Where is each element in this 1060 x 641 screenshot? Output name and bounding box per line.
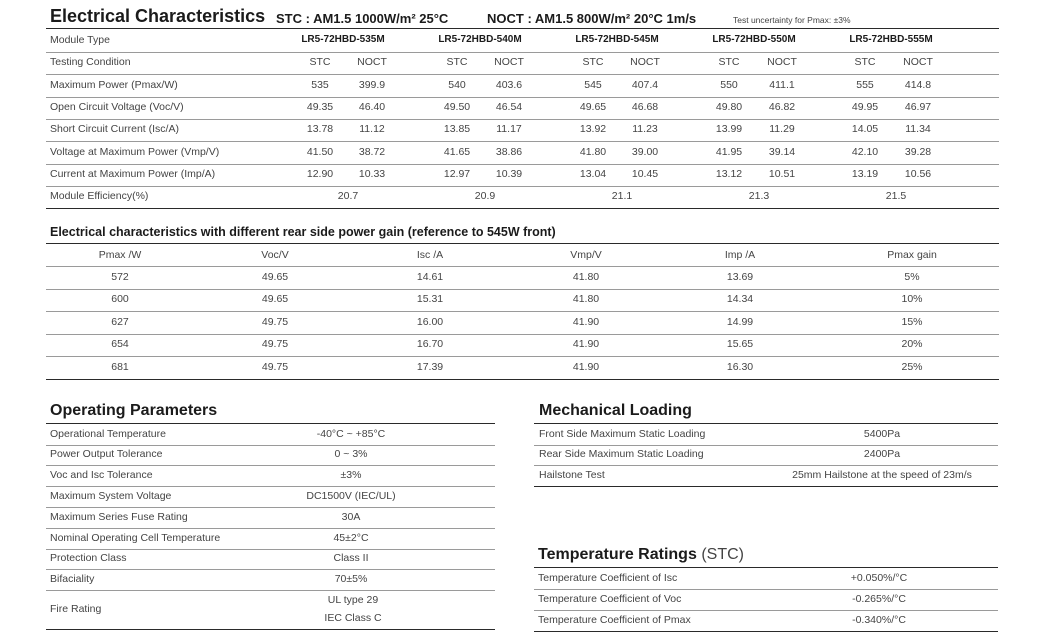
row-divider bbox=[46, 119, 999, 120]
table-cell: 39.28 bbox=[904, 145, 932, 158]
row-divider bbox=[534, 610, 998, 611]
table-cell: 16.00 bbox=[416, 315, 444, 328]
table-cell: 17.39 bbox=[416, 360, 444, 373]
row-divider bbox=[534, 589, 998, 590]
param-label: Power Output Tolerance bbox=[50, 448, 163, 461]
row-divider bbox=[46, 289, 999, 290]
row-label: Short Circuit Current (Isc/A) bbox=[50, 123, 179, 136]
table-cell: 414.8 bbox=[904, 78, 932, 91]
table-cell: 10.56 bbox=[904, 167, 932, 180]
model-name: LR5-72HBD-545M bbox=[575, 34, 659, 45]
table-cell: 41.90 bbox=[572, 360, 600, 373]
column-header: Voc/V bbox=[261, 249, 289, 261]
efficiency-value: 20.7 bbox=[337, 190, 359, 203]
row-divider bbox=[46, 507, 495, 508]
efficiency-label: Module Efficiency(%) bbox=[50, 190, 149, 203]
table-cell: 49.65 bbox=[261, 293, 289, 306]
table-cell: 10% bbox=[901, 293, 923, 306]
table-cell: 13.69 bbox=[726, 271, 754, 283]
row-divider bbox=[46, 590, 495, 591]
param-value: 45±2°C bbox=[333, 531, 369, 544]
noct-column-header: NOCT bbox=[357, 56, 387, 69]
row-divider bbox=[46, 486, 495, 487]
param-label: Maximum System Voltage bbox=[50, 489, 172, 502]
noct-condition: NOCT : AM1.5 800W/m² 20°C 1m/s bbox=[487, 11, 697, 26]
table-cell: 654 bbox=[111, 338, 129, 351]
column-header: Pmax gain bbox=[887, 249, 937, 261]
table-cell: 13.85 bbox=[443, 123, 471, 136]
param-value: ±3% bbox=[340, 469, 362, 482]
test-uncertainty: Test uncertainty for Pmax: ±3% bbox=[733, 15, 851, 25]
table-cell: 10.45 bbox=[631, 167, 659, 180]
row-divider bbox=[46, 356, 999, 357]
table-cell: 13.78 bbox=[306, 123, 334, 136]
table-cell: 49.65 bbox=[261, 271, 289, 283]
stc-column-header: STC bbox=[582, 56, 604, 69]
efficiency-value: 20.9 bbox=[474, 190, 496, 203]
noct-column-header: NOCT bbox=[630, 56, 660, 69]
table-cell: 49.95 bbox=[851, 100, 879, 113]
row-divider bbox=[46, 334, 999, 335]
column-header: Pmax /W bbox=[98, 249, 142, 261]
table-cell: 411.1 bbox=[769, 78, 795, 91]
stc-column-header: STC bbox=[854, 56, 876, 69]
temperature-title-suffix: (STC) bbox=[701, 546, 744, 563]
table-cell: 49.75 bbox=[261, 360, 289, 373]
param-value: 30A bbox=[341, 510, 361, 523]
row-divider bbox=[46, 465, 495, 466]
fire-rating-value-2: IEC Class C bbox=[324, 611, 382, 624]
param-value: 0 ~ 3% bbox=[334, 448, 368, 461]
table-cell: 41.80 bbox=[572, 293, 600, 306]
param-label: Protection Class bbox=[50, 552, 127, 565]
table-cell: 49.75 bbox=[261, 338, 289, 351]
param-value: DC1500V (IEC/UL) bbox=[306, 489, 396, 502]
table-cell: 5% bbox=[904, 271, 920, 283]
table-cell: 10.39 bbox=[495, 167, 523, 180]
row-divider bbox=[534, 486, 998, 487]
column-header: Isc /A bbox=[416, 249, 444, 261]
model-name: LR5-72HBD-555M bbox=[849, 34, 933, 45]
row-divider bbox=[46, 423, 495, 424]
module-type-label: Module Type bbox=[50, 34, 110, 46]
table-cell: 25% bbox=[901, 360, 923, 373]
model-name: LR5-72HBD-540M bbox=[438, 34, 522, 45]
table-cell: 13.92 bbox=[579, 123, 607, 136]
table-cell: 11.17 bbox=[496, 123, 522, 136]
table-cell: 14.34 bbox=[726, 293, 754, 306]
temperature-label: Temperature Coefficient of Voc bbox=[538, 593, 682, 605]
table-cell: 403.6 bbox=[495, 78, 523, 91]
table-cell: 399.9 bbox=[358, 78, 386, 91]
param-label: Voc and Isc Tolerance bbox=[50, 469, 153, 482]
mechanical-label: Front Side Maximum Static Loading bbox=[539, 427, 706, 440]
row-divider bbox=[46, 141, 999, 142]
testing-condition-label: Testing Condition bbox=[50, 56, 131, 69]
row-divider bbox=[46, 97, 999, 98]
model-name: LR5-72HBD-535M bbox=[301, 34, 385, 45]
mechanical-label: Rear Side Maximum Static Loading bbox=[539, 448, 704, 461]
table-cell: 14.05 bbox=[851, 123, 879, 136]
row-divider bbox=[46, 243, 999, 244]
row-divider bbox=[46, 266, 999, 267]
row-divider bbox=[46, 445, 495, 446]
row-divider bbox=[534, 567, 998, 568]
model-name: LR5-72HBD-550M bbox=[712, 34, 796, 45]
table-cell: 41.80 bbox=[579, 145, 607, 158]
stc-column-header: STC bbox=[446, 56, 468, 69]
table-cell: 15.31 bbox=[416, 293, 444, 306]
table-cell: 46.54 bbox=[495, 100, 523, 113]
table-cell: 10.33 bbox=[358, 167, 386, 180]
table-cell: 46.40 bbox=[358, 100, 386, 113]
table-cell: 49.35 bbox=[306, 100, 334, 113]
efficiency-value: 21.3 bbox=[748, 190, 770, 203]
stc-column-header: STC bbox=[718, 56, 740, 69]
divider bbox=[46, 28, 999, 29]
param-label: Bifaciality bbox=[50, 573, 95, 586]
row-label: Current at Maximum Power (Imp/A) bbox=[50, 167, 216, 180]
efficiency-value: 21.5 bbox=[885, 190, 907, 203]
table-cell: 46.82 bbox=[768, 100, 796, 113]
table-cell: 13.04 bbox=[579, 167, 607, 180]
mechanical-label: Hailstone Test bbox=[539, 469, 605, 482]
temperature-value: +0.050%/°C bbox=[850, 572, 908, 584]
table-cell: 14.61 bbox=[416, 271, 444, 283]
temperature-label: Temperature Coefficient of Pmax bbox=[538, 614, 691, 626]
table-cell: 49.75 bbox=[261, 315, 289, 328]
table-cell: 11.34 bbox=[905, 123, 931, 136]
row-divider bbox=[46, 528, 495, 529]
column-header: Imp /A bbox=[724, 249, 756, 261]
table-cell: 46.97 bbox=[904, 100, 932, 113]
fire-rating-value-1: UL type 29 bbox=[327, 593, 379, 606]
table-cell: 11.29 bbox=[769, 123, 795, 136]
table-cell: 535 bbox=[311, 78, 329, 91]
temperature-value: -0.265%/°C bbox=[852, 593, 906, 605]
table-cell: 38.86 bbox=[495, 145, 523, 158]
row-divider bbox=[46, 629, 495, 630]
table-cell: 41.65 bbox=[443, 145, 471, 158]
rear-gain-title: Electrical characteristics with different rear side power gain (reference to 545W front) bbox=[50, 225, 556, 239]
table-cell: 42.10 bbox=[851, 145, 879, 158]
noct-column-header: NOCT bbox=[903, 56, 933, 69]
table-cell: 12.90 bbox=[306, 167, 334, 180]
row-divider bbox=[46, 52, 999, 53]
row-divider bbox=[534, 631, 998, 632]
mechanical-title: Mechanical Loading bbox=[539, 402, 692, 419]
table-cell: 39.00 bbox=[631, 145, 659, 158]
table-cell: 12.97 bbox=[443, 167, 471, 180]
table-cell: 13.99 bbox=[715, 123, 743, 136]
table-cell: 13.12 bbox=[715, 167, 743, 180]
temperature-label: Temperature Coefficient of Isc bbox=[538, 572, 678, 584]
stc-condition: STC : AM1.5 1000W/m² 25°C bbox=[276, 11, 449, 26]
table-cell: 49.65 bbox=[579, 100, 607, 113]
table-cell: 41.90 bbox=[572, 338, 600, 351]
mechanical-value: 2400Pa bbox=[863, 448, 901, 461]
electrical-title: Electrical Characteristics bbox=[50, 6, 266, 26]
mechanical-value: 25mm Hailstone at the speed of 23m/s bbox=[792, 469, 972, 482]
table-cell: 11.23 bbox=[632, 123, 658, 136]
table-cell: 681 bbox=[111, 360, 129, 373]
row-divider bbox=[534, 445, 998, 446]
row-divider bbox=[46, 311, 999, 312]
table-cell: 49.80 bbox=[715, 100, 743, 113]
table-cell: 600 bbox=[111, 293, 129, 306]
table-cell: 46.68 bbox=[631, 100, 659, 113]
table-cell: 16.70 bbox=[416, 338, 444, 351]
row-label: Voltage at Maximum Power (Vmp/V) bbox=[50, 145, 220, 158]
param-value: Class II bbox=[333, 552, 369, 565]
table-cell: 41.80 bbox=[572, 271, 600, 283]
param-value: 70±5% bbox=[334, 573, 368, 586]
noct-column-header: NOCT bbox=[494, 56, 524, 69]
row-divider bbox=[46, 208, 999, 209]
efficiency-value: 21.1 bbox=[611, 190, 633, 203]
temperature-value: -0.340%/°C bbox=[852, 614, 906, 626]
table-cell: 545 bbox=[584, 78, 602, 91]
row-divider bbox=[46, 164, 999, 165]
param-label: Operational Temperature bbox=[50, 427, 166, 440]
param-value: -40°C ~ +85°C bbox=[316, 427, 386, 440]
row-label: Maximum Power (Pmax/W) bbox=[50, 78, 178, 91]
row-divider bbox=[46, 379, 999, 380]
table-cell: 13.19 bbox=[851, 167, 879, 180]
table-cell: 41.90 bbox=[572, 315, 600, 328]
table-cell: 15% bbox=[901, 315, 923, 328]
table-cell: 555 bbox=[856, 78, 874, 91]
temperature-title-text: Temperature Ratings bbox=[538, 546, 697, 563]
row-divider bbox=[534, 423, 998, 424]
table-cell: 41.95 bbox=[715, 145, 743, 158]
param-label: Nominal Operating Cell Temperature bbox=[50, 531, 221, 544]
param-label: Maximum Series Fuse Rating bbox=[50, 510, 188, 523]
table-cell: 10.51 bbox=[768, 167, 796, 180]
table-cell: 627 bbox=[111, 315, 129, 328]
row-divider bbox=[46, 569, 495, 570]
table-cell: 16.30 bbox=[726, 360, 754, 373]
table-cell: 39.14 bbox=[768, 145, 796, 158]
column-header: Vmp/V bbox=[570, 249, 602, 261]
temperature-title bbox=[538, 546, 744, 564]
table-cell: 407.4 bbox=[631, 78, 659, 91]
table-cell: 540 bbox=[448, 78, 466, 91]
table-cell: 15.65 bbox=[726, 338, 754, 351]
row-divider bbox=[46, 549, 495, 550]
row-divider bbox=[534, 465, 998, 466]
table-cell: 11.12 bbox=[359, 123, 385, 136]
table-cell: 49.50 bbox=[443, 100, 471, 113]
table-cell: 20% bbox=[901, 338, 923, 351]
row-divider bbox=[46, 74, 999, 75]
table-cell: 572 bbox=[111, 271, 129, 283]
row-divider bbox=[46, 186, 999, 187]
row-label: Open Circuit Voltage (Voc/V) bbox=[50, 100, 184, 113]
table-cell: 550 bbox=[720, 78, 738, 91]
fire-rating-label: Fire Rating bbox=[50, 602, 102, 615]
table-cell: 14.99 bbox=[726, 315, 754, 328]
operating-title: Operating Parameters bbox=[50, 402, 218, 419]
mechanical-value: 5400Pa bbox=[863, 427, 901, 440]
stc-column-header: STC bbox=[309, 56, 331, 69]
table-cell: 41.50 bbox=[306, 145, 334, 158]
table-cell: 38.72 bbox=[358, 145, 386, 158]
noct-column-header: NOCT bbox=[767, 56, 797, 69]
